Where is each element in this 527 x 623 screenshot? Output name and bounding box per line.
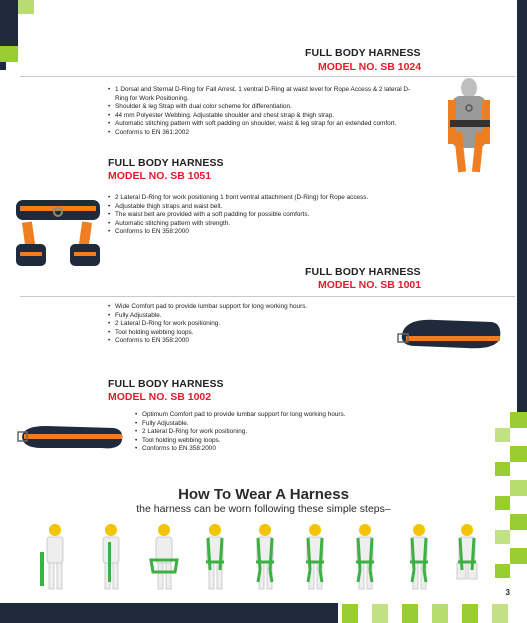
- feature-item: • Adjustable thigh straps and waist belt.: [108, 203, 428, 212]
- feature-item: • 2 Lateral D-Ring for work positioning.: [108, 320, 408, 329]
- deco-square: [492, 604, 508, 623]
- deco-square: [402, 604, 418, 623]
- feature-item: • 2 Lateral D-Ring for work positioning.: [135, 428, 435, 437]
- product-title: FULL BODY HARNESS: [305, 47, 421, 59]
- step-figure: [296, 522, 334, 592]
- feature-list: [108, 194, 428, 237]
- feature-item: • Conforms to EN 358:2000: [108, 337, 408, 346]
- deco-square: [462, 604, 478, 623]
- feature-item: • The waist belt are provided with a soft padding for possible comforts.: [108, 211, 428, 220]
- product-model: MODEL NO. SB 1024: [318, 61, 422, 73]
- feature-item: • Fully Adjustable.: [108, 312, 408, 321]
- deco-square: [495, 462, 510, 476]
- harness-sb1001-photo: [396, 312, 506, 358]
- feature-item: • Shoulder & leg Strap with dual color scheme for differentiation.: [108, 103, 413, 112]
- deco-square: [342, 604, 358, 623]
- step-figure: [246, 522, 284, 592]
- product-model: MODEL NO. SB 1001: [318, 279, 422, 291]
- feature-list: [135, 411, 435, 454]
- feature-item: • Conforms to EN 358:2000: [135, 445, 435, 454]
- feature-item: • Fully Adjustable.: [135, 420, 435, 429]
- step-figure: [448, 522, 486, 592]
- deco-square: [495, 564, 510, 578]
- step-figure: [145, 522, 183, 592]
- step-figure: [346, 522, 384, 592]
- right-edge-bar: [517, 0, 527, 412]
- step-figure: [196, 522, 234, 592]
- deco-square: [495, 428, 510, 442]
- feature-item: • Conforms to EN 361:2002: [108, 129, 413, 138]
- feature-item: • Automatic stitching pattern with soft padding on shoulder, waist & leg strap for an extended comfort.: [108, 120, 413, 129]
- product-title: FULL BODY HARNESS: [108, 378, 224, 390]
- feature-item: • Automatic stitching pattern with strength.: [108, 220, 428, 229]
- section-divider: [20, 296, 515, 297]
- deco-square: [510, 446, 527, 462]
- product-model: MODEL NO. SB 1051: [108, 170, 212, 182]
- step-figure: [400, 522, 438, 592]
- harness-sb1051-photo: [12, 192, 104, 274]
- feature-item: • Conforms to EN 358:2000: [108, 228, 428, 237]
- feature-item: • 44 mm Polyester Webbing. Adjustable shoulder and chest strap & thigh strap.: [108, 112, 413, 121]
- bottom-edge-bar: [0, 603, 338, 623]
- feature-list: [108, 86, 413, 138]
- deco-square: [510, 514, 527, 530]
- how-to-title: How To Wear A Harness: [178, 486, 349, 503]
- step-figure: [92, 522, 130, 592]
- harness-sb1024-photo: [438, 76, 500, 176]
- deco-square: [18, 0, 34, 14]
- feature-item: • 2 Lateral D-Ring for work positioning 1 front ventral attachment (D-Ring) for Rope access.: [108, 194, 428, 203]
- deco-square: [495, 530, 510, 544]
- product-model: MODEL NO. SB 1002: [108, 391, 212, 403]
- feature-item: • Optimum Comfort pad to provide lumbar support for long working hours.: [135, 411, 435, 420]
- deco-square: [432, 604, 448, 623]
- feature-item: • Tool holding webbing loops.: [108, 329, 408, 338]
- page-number: 3: [505, 588, 510, 597]
- feature-item: • 1 Dorsal and Sternal D-Ring for Fall Arrest. 1 ventral D-Ring at waist level for Rope Access & 2 lateral D-Ring for Work Positioning.: [108, 86, 413, 103]
- harness-sb1002-photo: [16, 420, 128, 454]
- feature-list: [108, 303, 408, 346]
- feature-item: • Wide Comfort pad to provide lumbar support for long working hours.: [108, 303, 408, 312]
- step-figure: [36, 522, 74, 592]
- how-to-subtitle: the harness can be worn following these simple steps–: [136, 503, 391, 515]
- deco-square: [0, 46, 18, 62]
- deco-square: [510, 548, 527, 564]
- product-title: FULL BODY HARNESS: [108, 157, 224, 169]
- deco-square: [372, 604, 388, 623]
- feature-item: • Tool holding webbing loops.: [135, 437, 435, 446]
- product-title: FULL BODY HARNESS: [305, 266, 421, 278]
- deco-square: [510, 412, 527, 428]
